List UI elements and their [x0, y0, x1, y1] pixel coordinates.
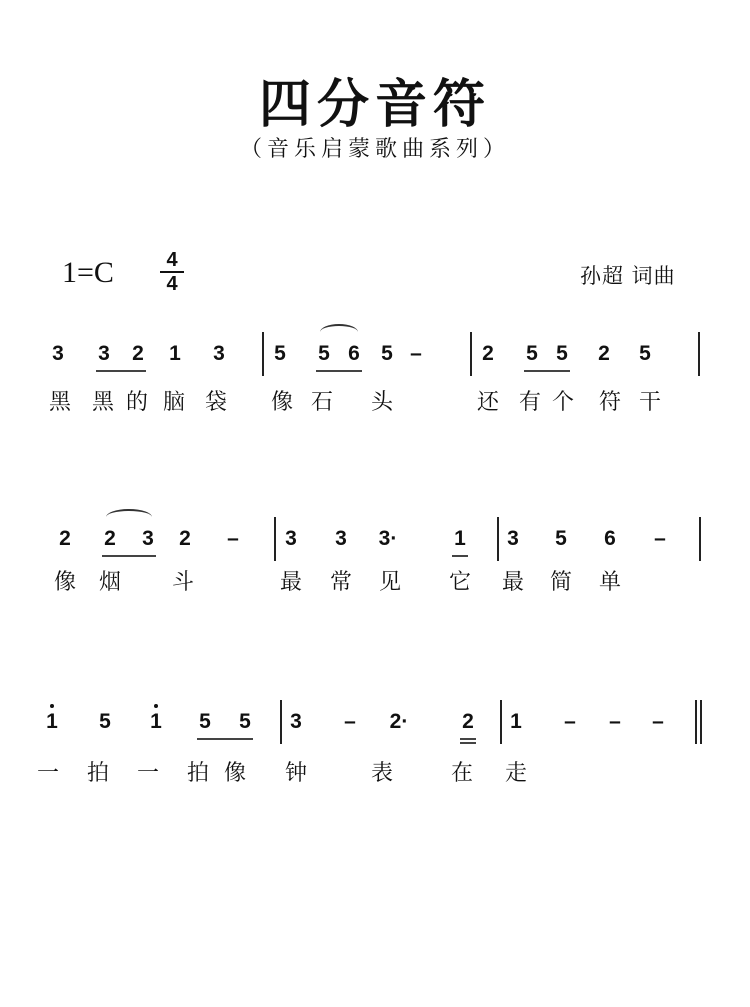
lyric-char: 见 [378, 570, 402, 595]
high-octave-dot [50, 704, 54, 708]
lyric-char: 符 [598, 390, 622, 415]
barline [497, 517, 499, 561]
double-barline [700, 700, 702, 744]
double-barline [695, 700, 697, 744]
lyric-char: 单 [598, 570, 622, 595]
note: 1 [454, 527, 466, 550]
note: 3 [507, 527, 519, 550]
lyric-char: 像 [270, 390, 294, 415]
beam-underline [96, 370, 146, 372]
key-signature: 1=C [62, 256, 114, 289]
note: 1 [150, 710, 162, 733]
note: 2 [132, 342, 144, 365]
note: 3 [52, 342, 64, 365]
song-subtitle: （音乐启蒙歌曲系列） [239, 137, 510, 162]
time-signature-bottom: 4 [166, 273, 178, 295]
note: 2· [389, 710, 409, 733]
barline [280, 700, 282, 744]
high-octave-dot [154, 704, 158, 708]
barline [698, 332, 700, 376]
lyric-char: 干 [638, 390, 662, 415]
note: 5 [555, 527, 567, 550]
note: 2 [179, 527, 191, 550]
lyric-char: 烟 [98, 570, 122, 595]
beam-underline [460, 742, 476, 744]
lyric-char: 石 [310, 390, 334, 415]
note: 3 [98, 342, 110, 365]
dash-note: – [344, 710, 356, 733]
lyric-char: 最 [279, 570, 303, 595]
lyric-char: 最 [501, 570, 525, 595]
slur-mark [106, 509, 152, 525]
note: 2 [598, 342, 610, 365]
lyric-char: 一 [36, 761, 60, 786]
lyric-char: 像 [223, 761, 247, 786]
lyric-char: 黑 [48, 390, 72, 415]
lyric-char: 走 [504, 761, 528, 786]
note: 1 [169, 342, 181, 365]
beam-underline [102, 555, 156, 557]
dash-note: – [227, 527, 239, 550]
slur-mark [320, 324, 358, 340]
note: 5 [318, 342, 330, 365]
song-title: 四分音符 [258, 75, 491, 135]
barline [500, 700, 502, 744]
beam-underline [460, 738, 476, 740]
note: 6 [604, 527, 616, 550]
lyric-char: 个 [551, 390, 575, 415]
time-signature [160, 250, 184, 294]
dash-note: – [652, 710, 664, 733]
note: 3 [142, 527, 154, 550]
lyric-char: 拍 [86, 761, 110, 786]
lyric-char: 斗 [171, 570, 195, 595]
dash-note: – [654, 527, 666, 550]
lyric-char: 的 [125, 390, 149, 415]
lyric-char: 拍 [186, 761, 210, 786]
barline [699, 517, 701, 561]
lyric-char: 常 [329, 570, 353, 595]
barline [262, 332, 264, 376]
lyric-char: 它 [448, 570, 472, 595]
beam-underline [316, 370, 362, 372]
author-credit: 孙超 词曲 [580, 264, 676, 288]
note: 5 [526, 342, 538, 365]
lyric-char: 表 [370, 761, 394, 786]
note: 2 [59, 527, 71, 550]
note: 5 [274, 342, 286, 365]
dash-note: – [410, 342, 422, 365]
note: 5 [639, 342, 651, 365]
lyric-char: 简 [549, 570, 573, 595]
note: 5 [556, 342, 568, 365]
lyric-char: 一 [136, 761, 160, 786]
lyric-char: 黑 [91, 390, 115, 415]
note: 2 [462, 710, 474, 733]
beam-underline [452, 555, 468, 557]
dash-note: – [609, 710, 621, 733]
lyric-char: 头 [370, 390, 394, 415]
lyric-char: 脑 [162, 390, 186, 415]
lyric-char: 像 [53, 570, 77, 595]
lyric-char: 有 [518, 390, 542, 415]
note: 6 [348, 342, 360, 365]
lyric-char: 袋 [204, 390, 228, 415]
note: 1 [46, 710, 58, 733]
beam-underline [197, 738, 253, 740]
time-signature-top: 4 [166, 249, 178, 271]
note: 2 [482, 342, 494, 365]
note: 5 [381, 342, 393, 365]
note: 3 [290, 710, 302, 733]
lyric-char: 还 [476, 390, 500, 415]
note: 1 [510, 710, 522, 733]
note: 3 [285, 527, 297, 550]
barline [274, 517, 276, 561]
note: 5 [199, 710, 211, 733]
beam-underline [524, 370, 570, 372]
barline [470, 332, 472, 376]
note: 3 [213, 342, 225, 365]
note: 5 [99, 710, 111, 733]
note: 3 [335, 527, 347, 550]
note: 3· [378, 527, 398, 550]
note: 2 [104, 527, 116, 550]
lyric-char: 钟 [284, 761, 308, 786]
dash-note: – [564, 710, 576, 733]
note: 5 [239, 710, 251, 733]
lyric-char: 在 [450, 761, 474, 786]
